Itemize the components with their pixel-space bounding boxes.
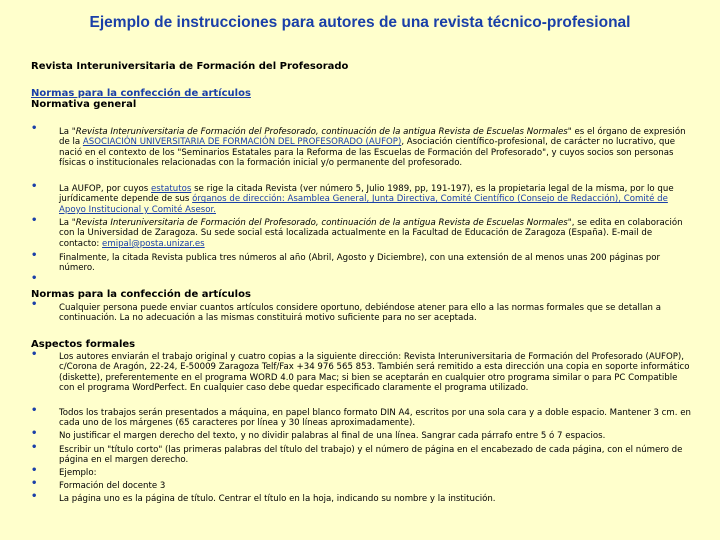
bullet-icon: • bbox=[31, 349, 38, 360]
bullet-icon: • bbox=[31, 123, 38, 134]
estatutos-link[interactable]: estatutos bbox=[151, 184, 192, 194]
paragraph-statutes: La AUFOP, por cuyos estatutos se rige la citada Revista (ver número 5, Julio 1989, pp, 191-197), es la propietaria legal de la misma, por lo que jurídicamente depende de sus órganos de dirección: Asamblea General, Junta Directiva, Comité Científico (Consejo de Redacción), Comité de Apoyo Institucional y Comité Asesor. bbox=[59, 184, 674, 215]
bullet-icon: • bbox=[31, 299, 38, 310]
normas-link[interactable]: Normas para la confección de artículos bbox=[31, 88, 251, 99]
list-item: Formación del docente 3 bbox=[59, 481, 166, 491]
bullet-icon: • bbox=[31, 465, 38, 476]
bullet-icon: • bbox=[31, 273, 38, 284]
aspectos-heading: Aspectos formales bbox=[31, 339, 136, 350]
email-link[interactable]: emipal@posta.unizar.es bbox=[102, 238, 205, 249]
list-item: La página uno es la página de título. Centrar el título en la hoja, indicando su nombre y la institución. bbox=[59, 494, 496, 504]
list-item: Ejemplo: bbox=[59, 468, 97, 478]
normativa-heading: Normativa general bbox=[31, 99, 137, 110]
paragraph-aufop: La "Revista Interuniversitaria de Formación del Profesorado, continuación de la antigua Revista de Escuelas Normales" es el órgano de expresión de la ASOCIACIÓN UNIVERSITARIA DE FORMACIÓN DEL PROFESORADO (AUFOP), Asociación científico-profesional, de carácter no lucrativo, que nació en el contexto de los "Seminarios Estatales para la Reforma de las Escuelas de Formación del Profesorado", y cuyos socios son personas físicas o institucionales relacionadas con la formación inicial y/o permanente del profesorado. bbox=[59, 127, 686, 169]
list-item: No justificar el margen derecho del texto, y no dividir palabras al final de una línea. Sangrar cada párrafo entre 5 ó 7 espacios. bbox=[59, 431, 606, 441]
bullet-icon: • bbox=[31, 491, 38, 502]
bullet-icon: • bbox=[31, 181, 38, 192]
paragraph-frequency: Finalmente, la citada Revista publica tres números al año (Abril, Agosto y Diciembre), con una extensión de al menos unas 200 páginas por número. bbox=[59, 253, 661, 274]
paragraph-zaragoza: La "Revista Interuniversitaria de Formación del Profesorado, continuación de la antigua Revista de Escuelas Normales", se edita en colaboración con la Universidad de Zaragoza. Su sede social está localizada actualmente en la Facultad de Educación de Zaragoza (España). E-mail de contacto: emipal@posta.unizar.es bbox=[59, 218, 683, 249]
bullet-icon: • bbox=[31, 442, 38, 453]
aufop-link[interactable]: ASOCIACIÓN UNIVERSITARIA DE FORMACIÓN DEL PROFESORADO (AUFOP) bbox=[82, 137, 402, 148]
paragraph-submission: Cualquier persona puede enviar cuantos artículos considere oportuno, debiéndose atener para ello a las normas formales que se detallan a continuación. La no adecuación a las mismas constituirá motivo suficiente para no ser aceptada. bbox=[59, 303, 662, 324]
bullet-icon: • bbox=[31, 428, 38, 439]
page-title: Ejemplo de instrucciones para autores de una revista técnico-profesional bbox=[89, 14, 631, 31]
normas-heading: Normas para la confección de artículos bbox=[31, 289, 251, 300]
bullet-icon: • bbox=[31, 405, 38, 416]
journal-name: Revista Interuniversitaria de Formación del Profesorado bbox=[31, 61, 349, 72]
bullet-icon: • bbox=[31, 215, 38, 226]
organos-link[interactable]: órganos de dirección: Asamblea General, Junta Directiva, Comité Científico (Consejo de Redacción), Comité de Apoyo Institucional y Comité Asesor. bbox=[59, 194, 668, 215]
list-item: Los autores enviarán el trabajo original y cuatro copias a la siguiente dirección: Revista Interuniversitaria de Formación del Profesorado (AUFOP), c/Corona de Aragón, 22-24, E-50009 Zaragoza Telf/Fax +34 976 565 853. También será remitido a esta dirección una copia en soporte informático (diskette), preferentemente en el programa WORD 4.0 para Mac; si bien se aceptarán en cualquier otro programa similar o para PC Compatible con el programa WordPerfect. En cualquier caso debe quedar especificado claramente el programa utilizado. bbox=[59, 352, 690, 394]
list-item: Todos los trabajos serán presentados a máquina, en papel blanco formato DIN A4, escritos por una sola cara y a doble espacio. Mantener 3 cm. en cada uno de los márgenes (65 caracteres por línea y 30 líneas aproximadamente). bbox=[59, 408, 691, 429]
bullet-icon: • bbox=[31, 250, 38, 261]
bullet-icon: • bbox=[31, 478, 38, 489]
list-item: Escribir un "título corto" (las primeras palabras del título del trabajo) y el número de página en el encabezado de cada página, con el número de página en el margen derecho. bbox=[59, 445, 683, 466]
